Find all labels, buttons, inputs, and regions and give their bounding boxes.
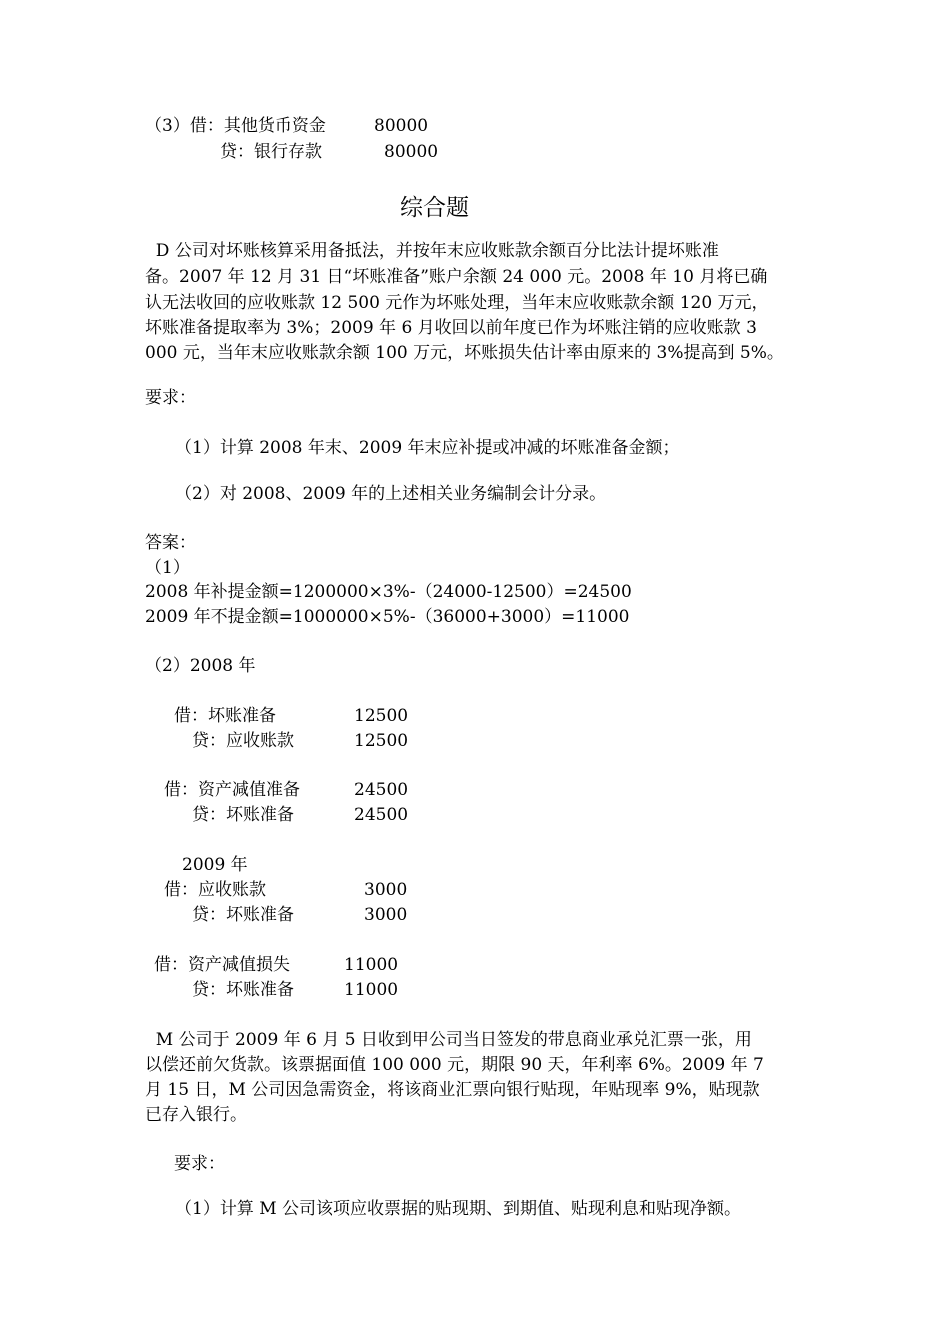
- calc-2008: 2008 年补提金额=1200000×3%-（24000-12500）=24500: [145, 582, 632, 602]
- credit-account: 贷：坏账准备: [192, 805, 294, 825]
- credit-amount: 11000: [344, 980, 399, 1000]
- debit-amount: 3000: [364, 880, 408, 900]
- problem2-line: M 公司于 2009 年 6 月 5 日收到甲公司当日签发的带息商业承兑汇票一张，用: [145, 1030, 752, 1050]
- problem1-line: 000 元，当年末应收账款余额 100 万元，坏账损失估计率由原来的 3%提高到 5%。: [145, 343, 784, 363]
- problem2-line: 以偿还前欠货款。该票据面值 100 000 元，期限 90 天，年利率 6%。2009 年 7: [145, 1055, 764, 1075]
- calc-2009: 2009 年不提金额=1000000×5%-（36000+3000）=11000: [145, 607, 630, 627]
- answer-part2-label: （2）2008 年: [145, 656, 256, 676]
- credit-amount: 3000: [364, 905, 408, 925]
- problem1-line: 备。2007 年 12 月 31 日“坏账准备”账户余额 24 000 元。2008 年 10 月将已确: [145, 267, 768, 287]
- year-2009-label: 2009 年: [182, 855, 248, 875]
- problem2-line: 已存入银行。: [145, 1105, 247, 1125]
- credit-amount: 12500: [354, 731, 409, 751]
- debit-account: 借：应收账款: [164, 880, 266, 900]
- debit-amount: 12500: [354, 706, 409, 726]
- credit-account: 贷：应收账款: [192, 731, 294, 751]
- credit-amount: 24500: [354, 805, 409, 825]
- entry3-credit-amount: 80000: [384, 142, 439, 162]
- debit-amount: 11000: [344, 955, 399, 975]
- problem1-line: 认无法收回的应收账款 12 500 元作为坏账处理，当年末应收账款余额 120 万元，: [145, 293, 769, 313]
- problem1-requirements-label: 要求：: [145, 388, 196, 408]
- entry3-debit-amount: 80000: [374, 116, 429, 136]
- answer-label: 答案：: [145, 533, 196, 553]
- debit-account: 借：资产减值损失: [154, 955, 290, 975]
- problem1-line: 坏账准备提取率为 3%；2009 年 6 月收回以前年度已作为坏账注销的应收账款 3: [145, 318, 757, 338]
- entry3-credit-account: 贷：银行存款: [220, 142, 322, 162]
- section-title: 综合题: [400, 195, 469, 221]
- problem1-requirement-2: （2）对 2008、2009 年的上述相关业务编制会计分录。: [175, 484, 607, 504]
- problem1-line: D 公司对坏账核算采用备抵法，并按年末应收账款余额百分比法计提坏账准: [145, 241, 719, 261]
- credit-account: 贷：坏账准备: [192, 905, 294, 925]
- debit-account: 借：坏账准备: [174, 706, 276, 726]
- problem1-requirement-1: （1）计算 2008 年末、2009 年末应补提或冲减的坏账准备金额；: [175, 438, 680, 458]
- debit-amount: 24500: [354, 780, 409, 800]
- entry3-debit-account: （3）借：其他货币资金: [145, 116, 326, 136]
- credit-account: 贷：坏账准备: [192, 980, 294, 1000]
- answer-part1-label: （1）: [145, 558, 190, 578]
- problem2-requirement-1: （1）计算 M 公司该项应收票据的贴现期、到期值、贴现利息和贴现净额。: [175, 1199, 742, 1219]
- debit-account: 借：资产减值准备: [164, 780, 300, 800]
- problem2-line: 月 15 日，M 公司因急需资金，将该商业汇票向银行贴现，年贴现率 9%，贴现款: [145, 1080, 760, 1100]
- problem2-requirements-label: 要求：: [174, 1154, 225, 1174]
